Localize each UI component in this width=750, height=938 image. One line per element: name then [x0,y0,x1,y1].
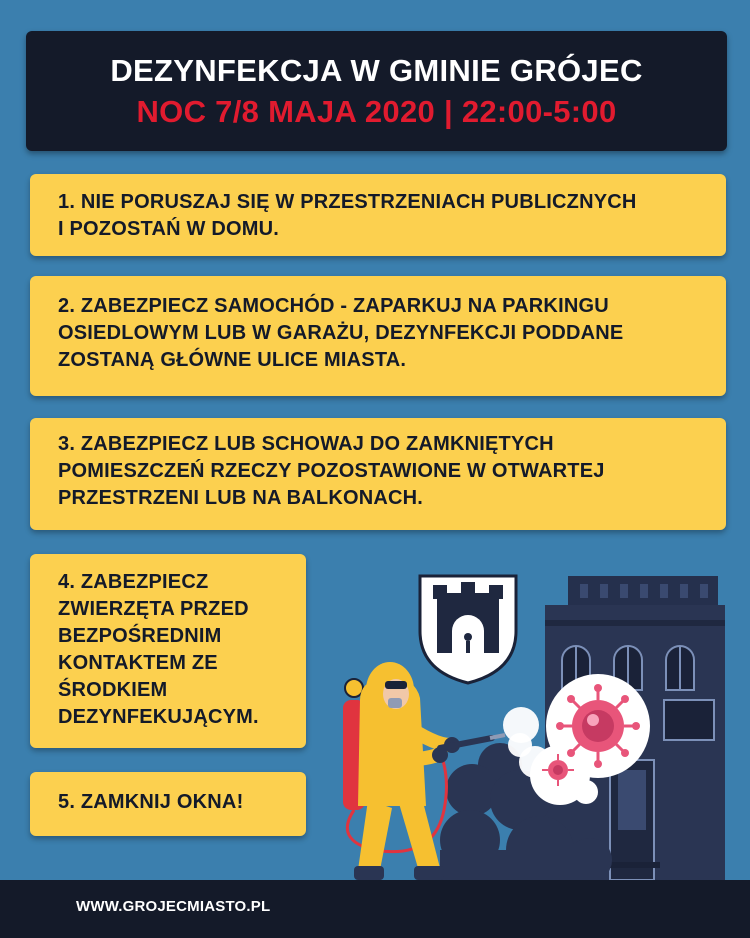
step-2-line-1: 2. ZABEZPIECZ SAMOCHÓD - ZAPARKUJ NA PARKINGU [58,295,609,317]
step-3-line-2: POMIESZCZEŃ RZECZY POZOSTAWIONE W OTWARTEJ [58,460,605,482]
step-4-line-2: ZWIERZĘTA PRZED [58,598,249,620]
virus-icon [542,684,640,786]
footer-bar [0,880,750,938]
website-link[interactable]: WWW.GROJECMIASTO.PL [76,898,271,915]
step-4-line-3: BEZPOŚREDNIM [58,625,222,647]
header-banner [26,31,727,151]
hazmat-worker-icon [343,662,505,880]
step-4-line-5: ŚRODKIEM [58,679,168,701]
spray-cloud [503,674,650,805]
building-icon [545,576,725,880]
step-card-1 [30,174,726,256]
step-card-5 [30,772,306,836]
step-3-line-1: 3. ZABEZPIECZ LUB SCHOWAJ DO ZAMKNIĘTYCH [58,433,554,455]
step-1-line-2: I POZOSTAŃ W DOMU. [58,218,279,240]
step-5-line-1: 5. ZAMKNIJ OKNA! [58,791,244,813]
step-1-line-1: 1. NIE PORUSZAJ SIĘ W PRZESTRZENIACH PUBLICZNYCH [58,191,637,213]
step-3-line-3: PRZESTRZENI LUB NA BALKONACH. [58,487,424,509]
step-card-2 [30,276,726,396]
step-4-line-1: 4. ZABEZPIECZ [58,571,209,593]
step-2-line-3: ZOSTANĄ GŁÓWNE ULICE MIASTA. [58,349,407,371]
step-card-3 [30,418,726,530]
step-4-line-4: KONTAKTEM ZE [58,652,218,674]
page-subtitle: NOC 7/8 MAJA 2020 | 22:00-5:00 [136,94,617,129]
step-4-line-6: DEZYNFEKUJĄCYM. [58,706,259,728]
step-card-4 [30,554,306,748]
page-title: DEZYNFEKCJA W GMINIE GRÓJEC [110,53,643,88]
coat-of-arms-icon [420,576,516,683]
bush-icon [440,743,612,884]
step-2-line-2: OSIEDLOWYM LUB W GARAŻU, DEZYNFEKCJI PODDANE [58,322,624,344]
